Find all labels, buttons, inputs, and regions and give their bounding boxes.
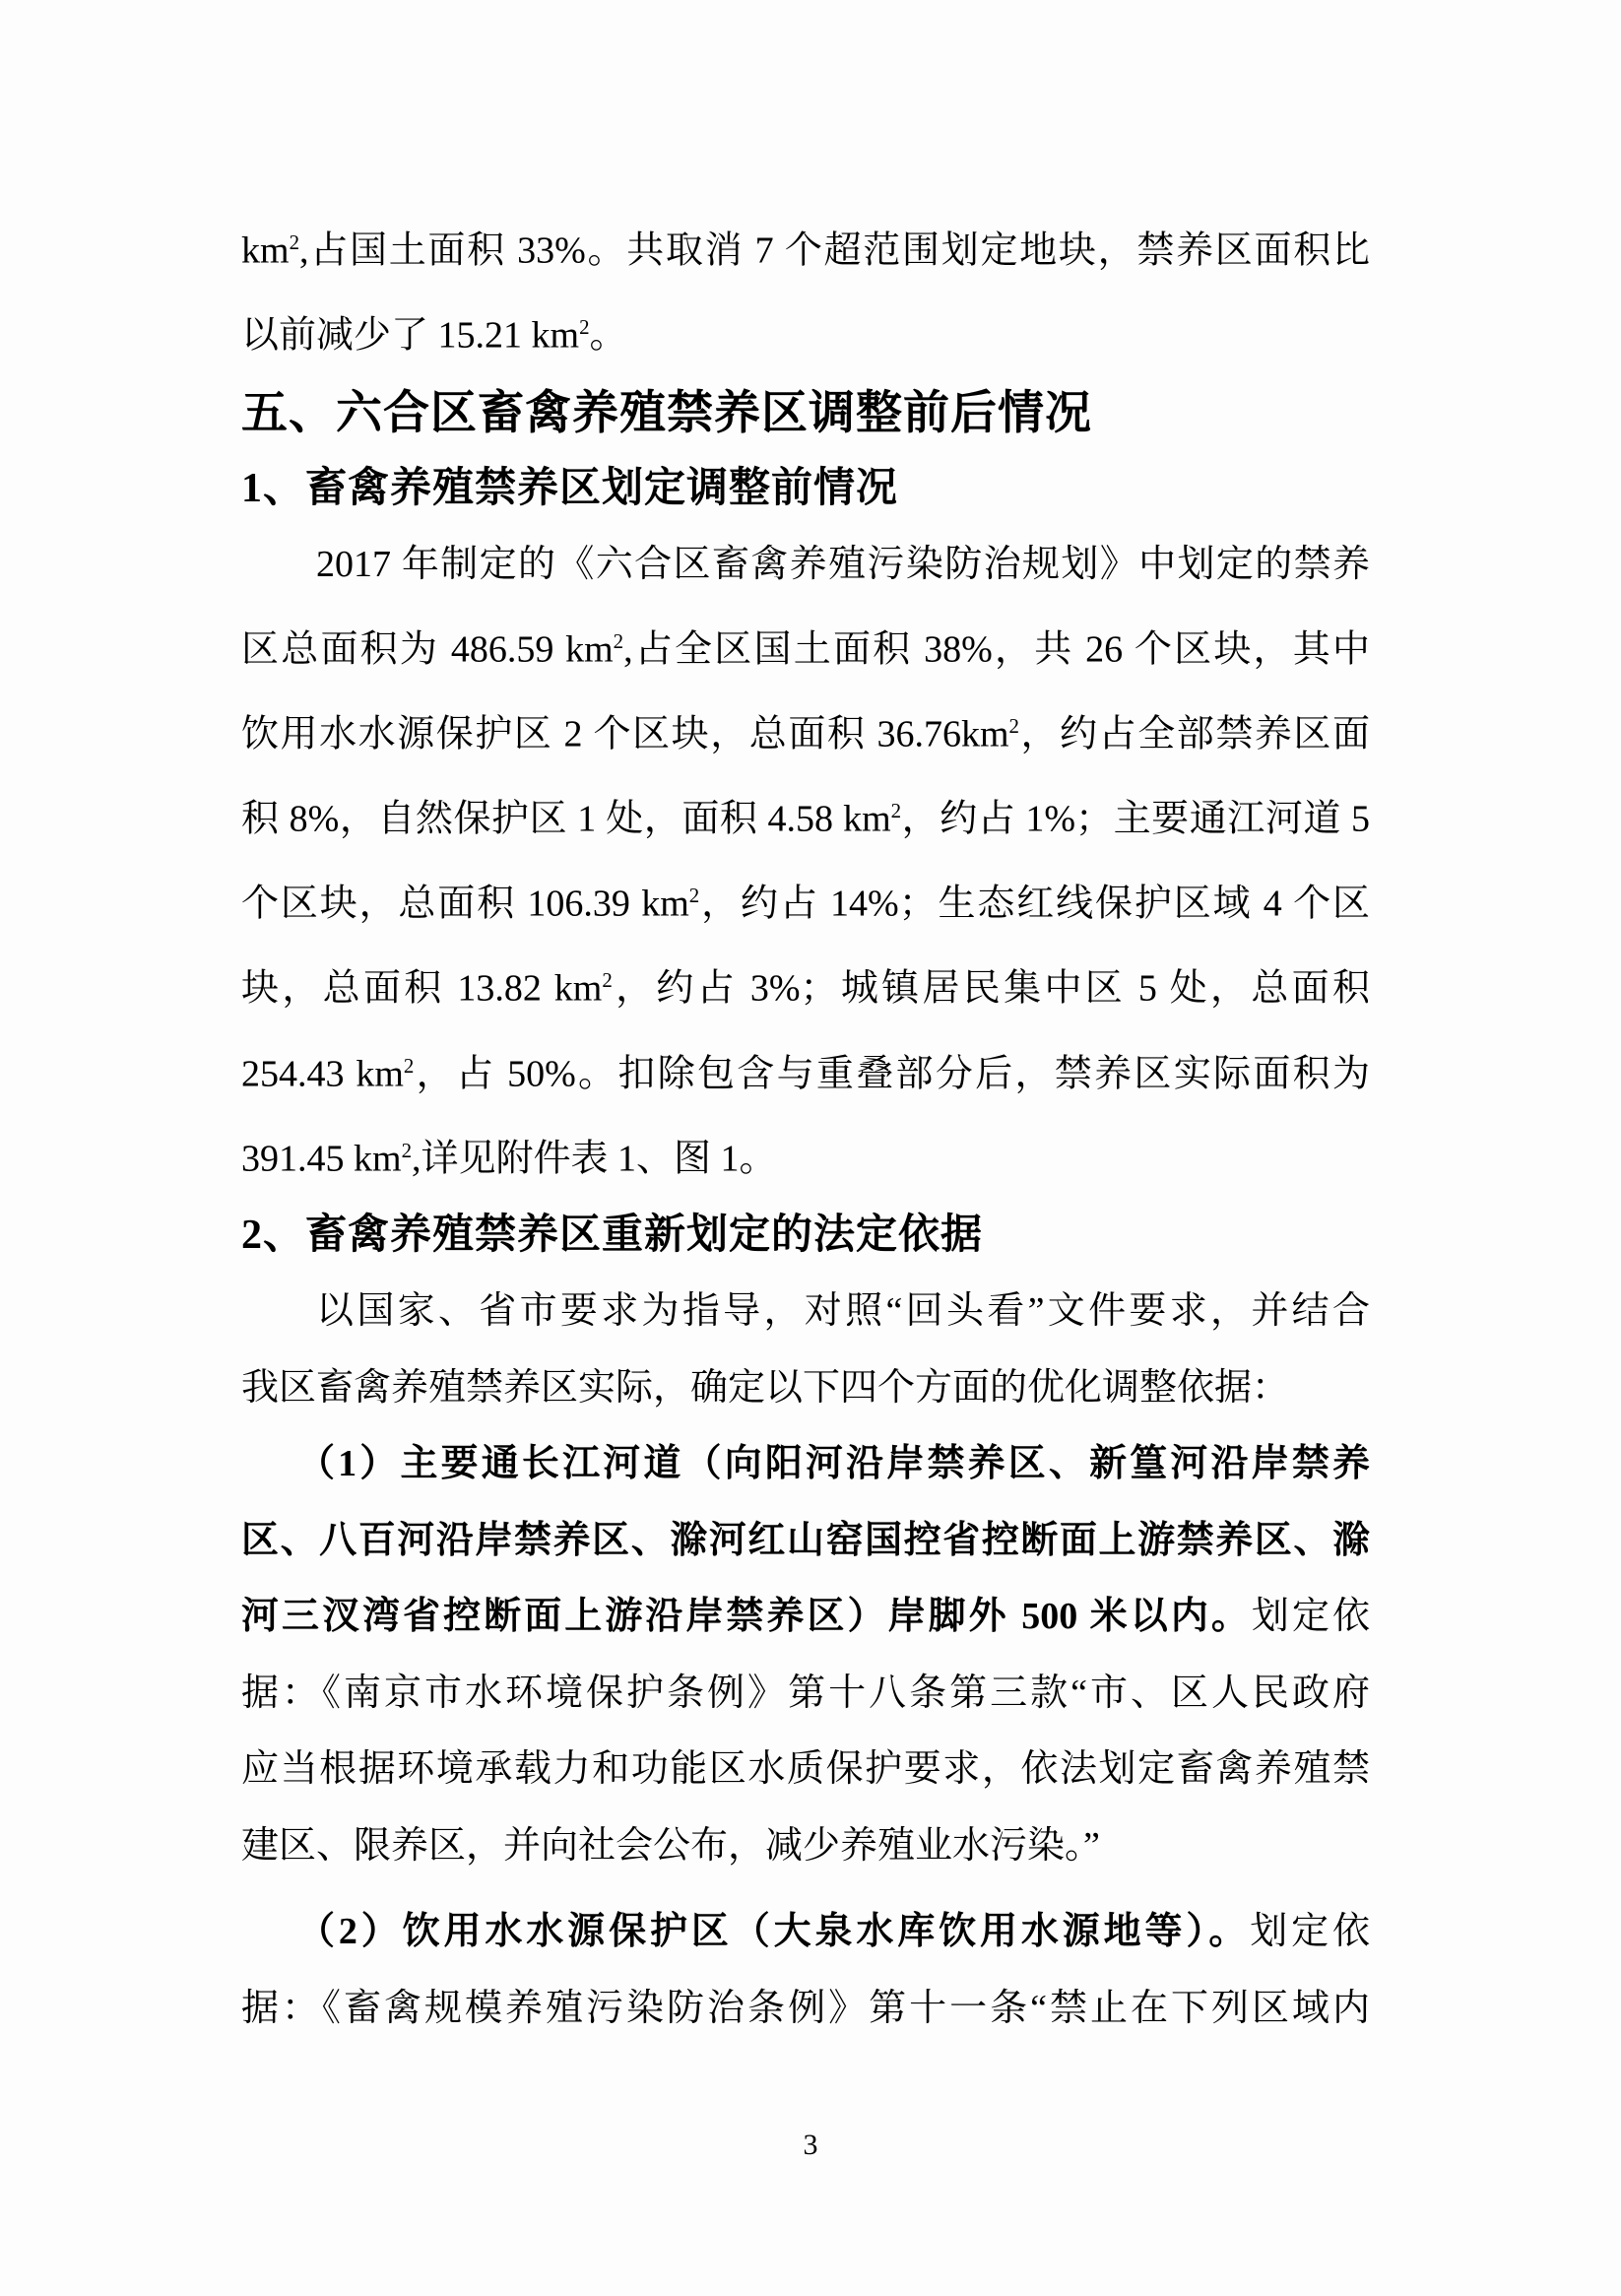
text-segment: 2 [289, 230, 300, 254]
text-segment: 块，总面积 13.82 km [241, 968, 603, 1011]
text-segment: 五、六合区畜禽养殖禁养区调整前后情况 [241, 386, 1092, 439]
text-segment: 据：《畜禽规模养殖污染防治条例》第十一条“禁止在下列区域内 [241, 1987, 1370, 2029]
text-line [241, 1732, 1370, 1808]
text-segment: 我区畜禽养殖禁养区实际，确定以下四个方面的优化调整依据： [241, 1366, 1290, 1409]
text-segment: 区总面积为 486.59 km [241, 628, 614, 671]
text-segment: km [241, 230, 290, 272]
text-line [241, 1579, 1370, 1656]
text-line [241, 1971, 1370, 2048]
text-segment: 以前减少了 15.21 km [241, 314, 580, 357]
text-segment: 以国家、省市要求为指导，对照“回头看”文件要求，并结合 [316, 1290, 1370, 1333]
text-line [241, 1274, 1370, 1350]
text-segment: ，约占 14%；生态红线保护区域 4 个区 [699, 883, 1371, 925]
text-segment: 。 [589, 314, 627, 357]
text-line [241, 1656, 1370, 1733]
document-body [241, 205, 1370, 2047]
text-segment: 饮用水水源保护区 2 个区块，总面积 36.76km [241, 713, 1009, 755]
text-segment: ，占 50%。扣除包含与重叠部分后，禁养区实际面积为 [414, 1053, 1370, 1095]
text-segment: ，约占 3%；城镇居民集中区 5 处，总面积 [612, 968, 1371, 1011]
text-line [241, 1028, 1370, 1113]
text-segment: 积 8%，自然保护区 1 处，面积 4.58 km [241, 798, 891, 840]
text-segment: 2 [602, 968, 613, 993]
text-segment: （1）主要通长江河道（向阳河沿岸禁养区、新篁河沿岸禁养 [297, 1443, 1370, 1485]
page-number: 3 [803, 2129, 818, 2161]
text-segment: 划定依 [1250, 1911, 1370, 1953]
sub-heading [241, 1198, 1370, 1275]
text-segment: 应当根据环境承载力和功能区水质保护要求，依法划定畜禽养殖禁 [241, 1748, 1370, 1791]
text-segment: 据：《南京市水环境保护条例》第十八条第三款“市、区人民政府 [241, 1672, 1370, 1714]
text-line [241, 1426, 1370, 1503]
text-segment: 区、八百河沿岸禁养区、滁河红山窑国控省控断面上游禁养区、滁 [241, 1519, 1370, 1561]
text-segment: 391.45 km [241, 1138, 402, 1180]
text-segment: 划定依 [1251, 1596, 1370, 1638]
text-line [241, 943, 1370, 1027]
text-segment: 2 [688, 884, 700, 908]
text-segment: 2 [579, 315, 590, 340]
text-segment: ，约占全部禁养区面 [1019, 713, 1370, 755]
text-segment: 个区块，总面积 106.39 km [241, 883, 689, 925]
text-line [241, 1113, 1370, 1198]
text-line [241, 1808, 1370, 1885]
text-line [241, 1350, 1370, 1427]
text-line [241, 527, 1370, 604]
text-segment: 254.43 km [241, 1053, 404, 1095]
text-segment: ，约占 1%；主要通江河道 5 [901, 798, 1371, 840]
text-segment: 2 [403, 1053, 415, 1078]
section-heading [241, 374, 1370, 451]
text-segment: 2 [613, 628, 624, 653]
text-line [241, 773, 1370, 858]
text-segment: 2 [1008, 713, 1019, 738]
text-segment: ,详见附件表 1、图 1。 [412, 1138, 777, 1180]
text-segment: ,占全区国土面积 38%，共 26 个区块，其中 [623, 628, 1371, 671]
text-segment: 2017 年制定的《六合区畜禽养殖污染防治规划》中划定的禁养 [316, 544, 1370, 586]
text-line [241, 689, 1370, 773]
text-segment: 建区、限养区，并向社会公布，减少养殖业水污染。” [241, 1824, 1100, 1867]
text-segment: （2）饮用水水源保护区（大泉水库饮用水源地等）。 [297, 1911, 1251, 1953]
text-segment: 2 [401, 1138, 413, 1162]
text-segment: 2、畜禽养殖禁养区重新划定的法定依据 [241, 1212, 984, 1258]
sub-heading [241, 451, 1370, 528]
text-segment: 1、畜禽养殖禁养区划定调整前情况 [241, 465, 899, 511]
text-line [241, 604, 1370, 689]
text-line [241, 290, 1370, 374]
text-segment: 2 [890, 799, 902, 823]
text-line [241, 1503, 1370, 1580]
text-line [241, 858, 1370, 943]
text-line [241, 1894, 1370, 1971]
text-line [241, 205, 1370, 290]
text-segment: ,占国土面积 33%。共取消 7 个超范围划定地块，禁养区面积比 [299, 230, 1370, 272]
text-segment: 河三汊湾省控断面上游沿岸禁养区）岸脚外 500 米以内。 [241, 1596, 1252, 1638]
